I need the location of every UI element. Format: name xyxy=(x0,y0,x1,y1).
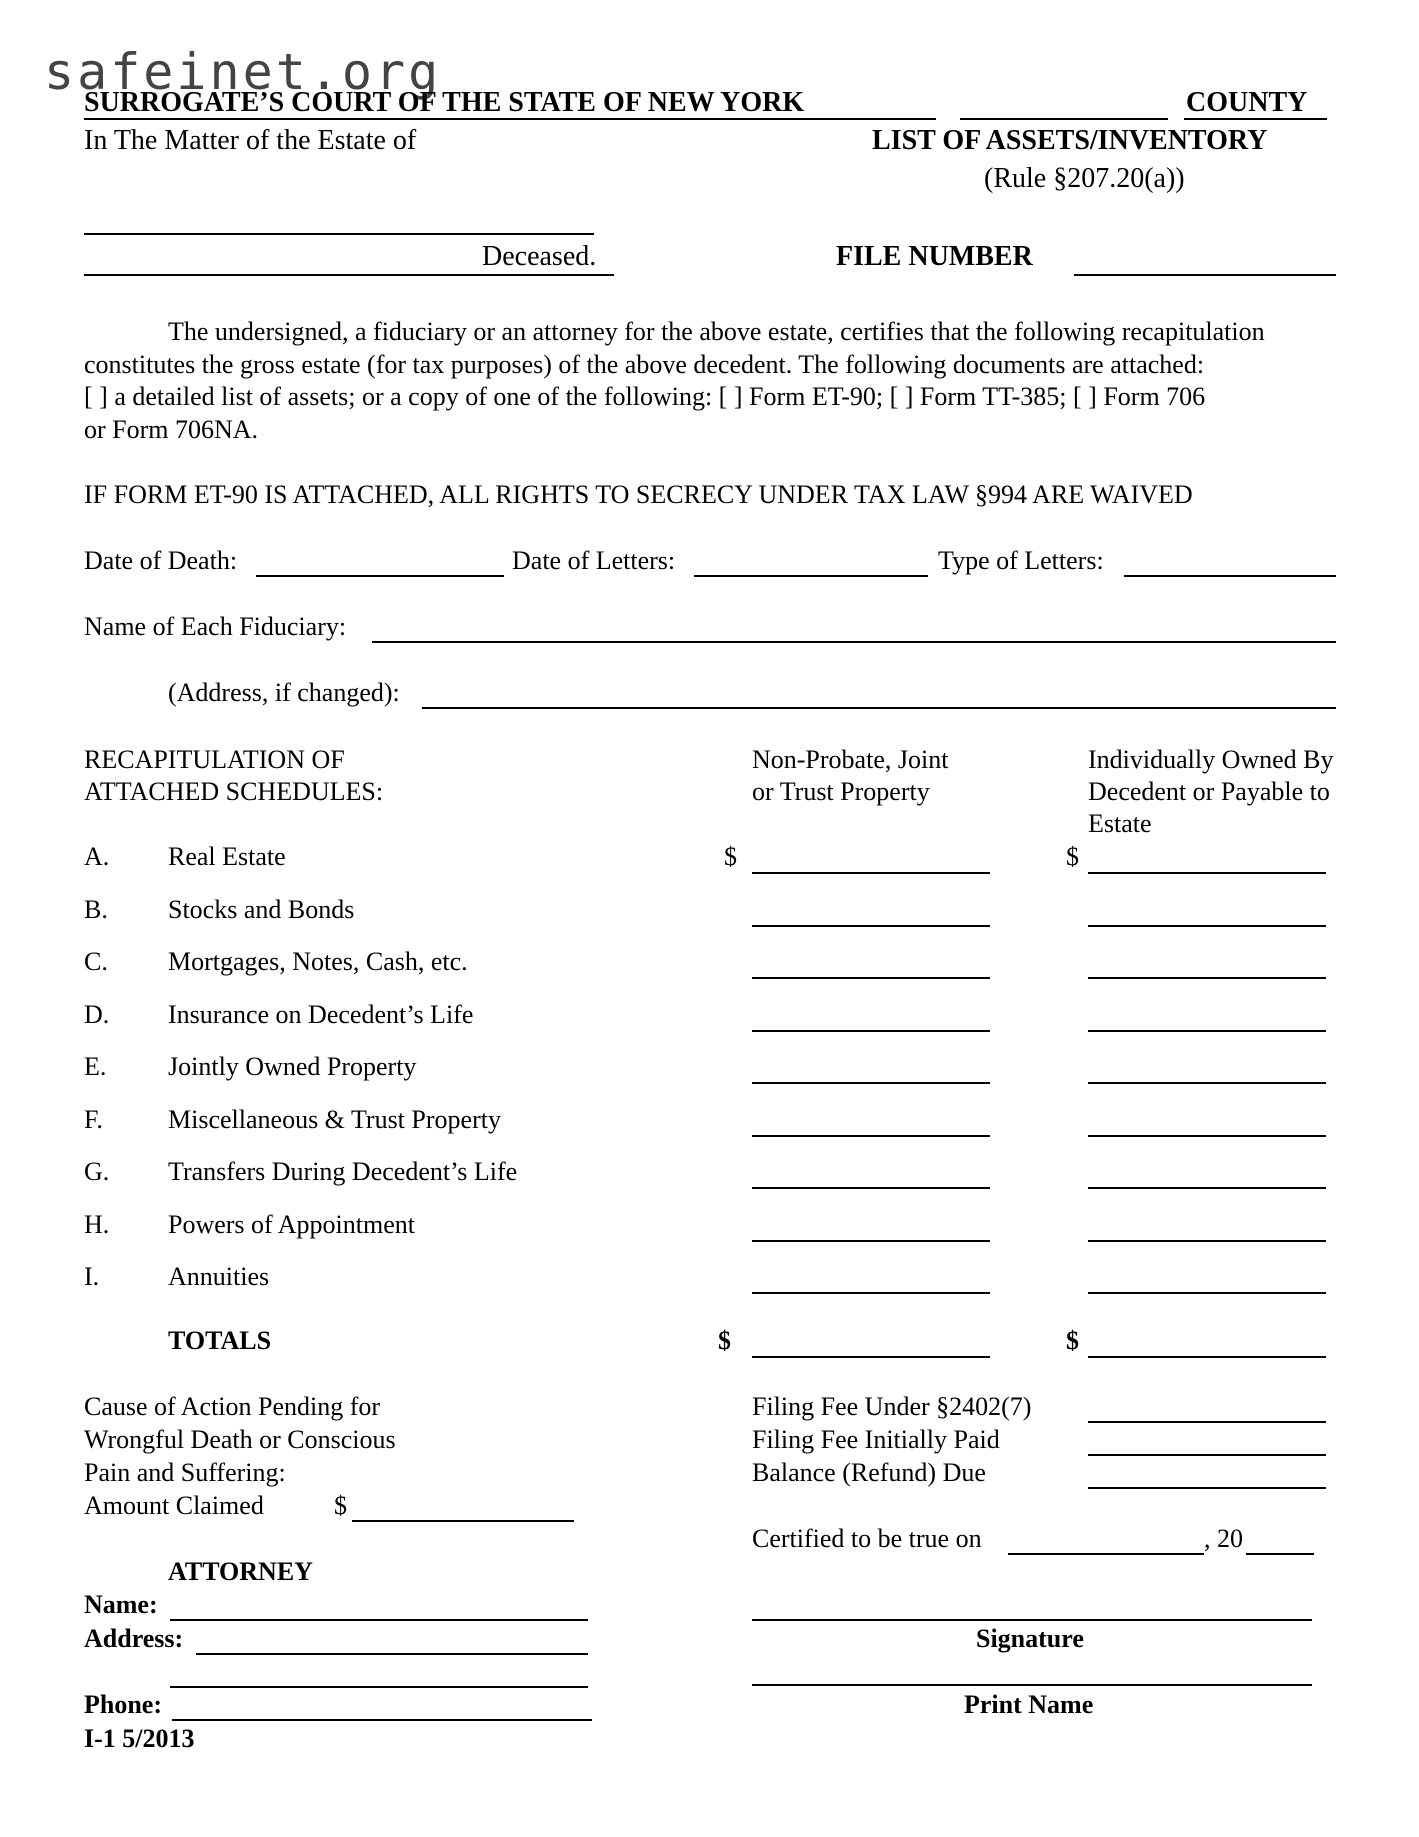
schedule-letter: I. xyxy=(84,1262,100,1291)
court-title-underline xyxy=(84,118,936,120)
certification-line-2: constitutes the gross estate (for tax purposes) of the above decedent. The following documents are attached: xyxy=(84,349,1205,379)
watermark-text: safeinet.org xyxy=(44,43,442,101)
type-of-letters-label: Type of Letters: xyxy=(938,546,1104,575)
certified-date-field[interactable] xyxy=(1008,1553,1204,1555)
filing-fee-under-label: Filing Fee Under §2402(7) xyxy=(752,1392,1032,1421)
decedent-name-field-2[interactable] xyxy=(84,274,614,276)
schedule-non-probate-field[interactable] xyxy=(752,977,990,979)
schedule-letter: G. xyxy=(84,1157,110,1186)
attorney-address-field[interactable] xyxy=(196,1653,588,1655)
certification-line-3: [ ] a detailed list of assets; or a copy of one of the following: [ ] Form ET-90; [ ] Form TT-385; [ ] Form 706 xyxy=(84,382,1206,411)
date-of-death-field[interactable] xyxy=(256,575,504,577)
print-name-field[interactable] xyxy=(752,1684,1312,1686)
schedule-non-probate-field[interactable] xyxy=(752,1240,990,1242)
schedule-non-probate-field[interactable] xyxy=(752,872,990,874)
fiduciary-label: Name of Each Fiduciary: xyxy=(84,612,347,641)
totals-currency-individual: $ xyxy=(1066,1326,1079,1355)
schedule-letter: H. xyxy=(84,1210,110,1239)
attorney-heading: ATTORNEY xyxy=(168,1557,313,1586)
schedule-individual-field[interactable] xyxy=(1088,1187,1326,1189)
schedule-individual-field[interactable] xyxy=(1088,1135,1326,1137)
column-header-non-probate xyxy=(752,744,948,808)
totals-label: TOTALS xyxy=(168,1326,272,1355)
estate-matter-label: In The Matter of the Estate of xyxy=(84,125,417,156)
schedule-label: Powers of Appointment xyxy=(168,1210,415,1239)
certification-line-4: or Form 706NA. xyxy=(84,414,259,444)
certified-label: Certified to be true on xyxy=(752,1524,982,1553)
amount-claimed-field[interactable] xyxy=(352,1520,574,1522)
signature-label: Signature xyxy=(976,1624,1084,1653)
fiduciary-address-field[interactable] xyxy=(422,707,1336,709)
totals-currency-non-probate: $ xyxy=(718,1326,731,1355)
certified-year-prefix: , 20 xyxy=(1204,1524,1243,1553)
type-of-letters-field[interactable] xyxy=(1124,575,1336,577)
schedule-non-probate-field[interactable] xyxy=(752,1292,990,1294)
balance-due-field[interactable] xyxy=(1088,1487,1326,1489)
signature-field[interactable] xyxy=(752,1619,1312,1621)
column-header-non-probate-line-1: Non-Probate, Joint xyxy=(752,745,949,774)
filing-fee-under-field[interactable] xyxy=(1088,1421,1326,1423)
attorney-address-field-2[interactable] xyxy=(170,1686,588,1688)
filing-fee-paid-label: Filing Fee Initially Paid xyxy=(752,1425,1000,1454)
schedule-non-probate-field[interactable] xyxy=(752,1082,990,1084)
cause-of-action-line-2: Wrongful Death or Conscious xyxy=(84,1425,396,1454)
schedule-letter: A. xyxy=(84,842,110,871)
schedule-non-probate-field[interactable] xyxy=(752,925,990,927)
certification-line-1: The undersigned, a fiduciary or an attorney for the above estate, certifies that the following recapitulation xyxy=(168,317,1265,346)
schedule-label: Insurance on Decedent’s Life xyxy=(168,1000,474,1029)
cause-of-action-line-3: Pain and Suffering: xyxy=(84,1458,286,1487)
attorney-name-field[interactable] xyxy=(170,1619,588,1621)
schedule-label: Mortgages, Notes, Cash, etc. xyxy=(168,947,468,976)
schedule-individual-field[interactable] xyxy=(1088,977,1326,979)
file-number-field[interactable] xyxy=(1074,274,1336,276)
schedule-individual-field[interactable] xyxy=(1088,872,1326,874)
certified-year-field[interactable] xyxy=(1246,1553,1314,1555)
form-title: LIST OF ASSETS/INVENTORY xyxy=(872,125,1268,156)
fiduciary-name-field[interactable] xyxy=(372,641,1336,643)
totals-non-probate-field[interactable] xyxy=(752,1356,990,1358)
schedule-currency-non-probate: $ xyxy=(724,842,737,871)
amount-claimed-currency: $ xyxy=(334,1491,347,1520)
column-header-individually-owned-line-1: Individually Owned By xyxy=(1088,745,1334,774)
schedule-non-probate-field[interactable] xyxy=(752,1030,990,1032)
schedule-label: Miscellaneous & Trust Property xyxy=(168,1105,501,1134)
totals-individual-field[interactable] xyxy=(1088,1356,1326,1358)
attorney-phone-label: Phone: xyxy=(84,1690,162,1719)
secrecy-waiver-notice: IF FORM ET-90 IS ATTACHED, ALL RIGHTS TO SECRECY UNDER TAX LAW §994 ARE WAIVED xyxy=(84,480,1193,509)
schedule-individual-field[interactable] xyxy=(1088,1292,1326,1294)
print-name-label: Print Name xyxy=(964,1690,1094,1719)
recap-heading-line-2: ATTACHED SCHEDULES: xyxy=(84,777,384,806)
schedule-non-probate-field[interactable] xyxy=(752,1135,990,1137)
county-name-field[interactable] xyxy=(960,118,1168,120)
attorney-address-label: Address: xyxy=(84,1624,184,1653)
column-header-individually-owned xyxy=(1088,744,1334,840)
schedule-letter: E. xyxy=(84,1052,107,1081)
recap-heading-line-1: RECAPITULATION OF xyxy=(84,745,345,774)
file-number-label: FILE NUMBER xyxy=(836,241,1033,272)
decedent-name-field[interactable] xyxy=(84,233,594,235)
column-header-individually-owned-line-3: Estate xyxy=(1088,809,1152,838)
deceased-label: Deceased. xyxy=(482,241,597,272)
schedule-non-probate-field[interactable] xyxy=(752,1187,990,1189)
cause-of-action-line-1: Cause of Action Pending for xyxy=(84,1392,381,1421)
schedule-label: Real Estate xyxy=(168,842,286,871)
amount-claimed-label: Amount Claimed xyxy=(84,1491,264,1520)
county-label: COUNTY xyxy=(1186,87,1308,118)
filing-fee-paid-field[interactable] xyxy=(1088,1454,1326,1456)
schedule-currency-individual: $ xyxy=(1066,842,1079,871)
schedule-letter: B. xyxy=(84,895,108,924)
schedule-individual-field[interactable] xyxy=(1088,1030,1326,1032)
rule-reference: (Rule §207.20(a)) xyxy=(984,163,1185,194)
recap-heading xyxy=(84,744,383,808)
schedule-label: Transfers During Decedent’s Life xyxy=(168,1157,518,1186)
schedule-letter: D. xyxy=(84,1000,110,1029)
schedule-letter: F. xyxy=(84,1105,103,1134)
county-label-underline xyxy=(1184,118,1327,120)
certification-paragraph xyxy=(84,316,1344,446)
balance-due-label: Balance (Refund) Due xyxy=(752,1458,986,1487)
schedule-letter: C. xyxy=(84,947,108,976)
schedule-label: Annuities xyxy=(168,1262,270,1291)
date-of-death-label: Date of Death: xyxy=(84,546,238,575)
schedule-individual-field[interactable] xyxy=(1088,925,1326,927)
court-title: SURROGATE’S COURT OF THE STATE OF NEW YORK xyxy=(84,87,805,118)
date-of-letters-label: Date of Letters: xyxy=(512,546,676,575)
schedule-label: Jointly Owned Property xyxy=(168,1052,417,1081)
form-id: I-1 5/2013 xyxy=(84,1724,195,1753)
attorney-phone-field[interactable] xyxy=(172,1719,592,1721)
schedule-individual-field[interactable] xyxy=(1088,1082,1326,1084)
column-header-non-probate-line-2: or Trust Property xyxy=(752,777,930,806)
schedule-label: Stocks and Bonds xyxy=(168,895,355,924)
column-header-individually-owned-line-2: Decedent or Payable to xyxy=(1088,777,1330,806)
schedule-individual-field[interactable] xyxy=(1088,1240,1326,1242)
attorney-name-label: Name: xyxy=(84,1590,158,1619)
address-changed-label: (Address, if changed): xyxy=(168,678,400,707)
date-of-letters-field[interactable] xyxy=(694,575,928,577)
